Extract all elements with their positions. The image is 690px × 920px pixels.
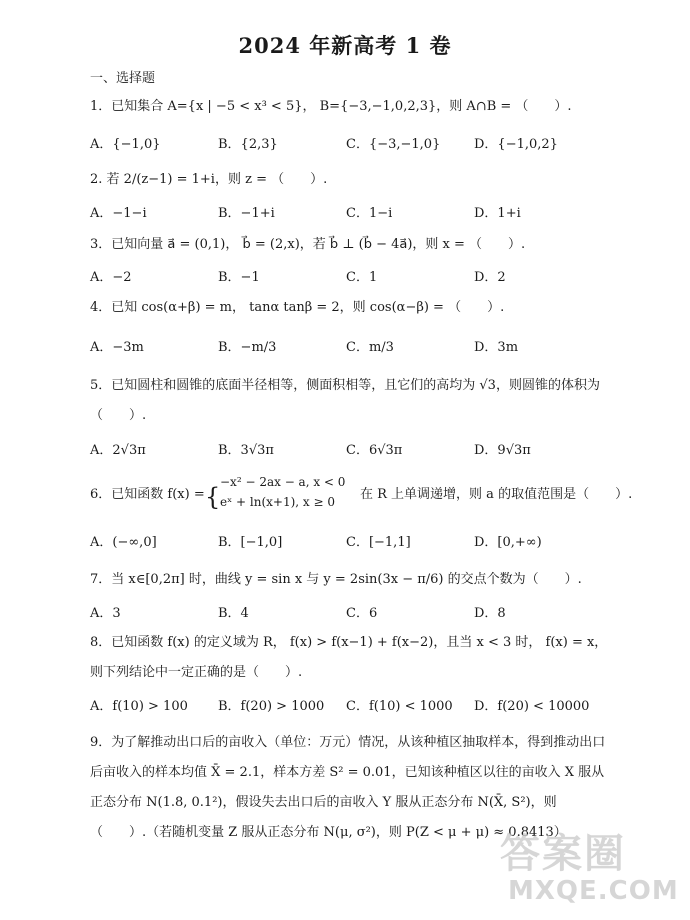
question-6-lead: 6．已知函数 f(x) = [90, 487, 205, 502]
q3-option-b: B．−1 [218, 270, 260, 285]
q1-option-c: C．{−3,−1,0} [346, 137, 441, 152]
q8-option-c: C．f(10) < 1000 [346, 699, 453, 714]
q7-option-c: C．6 [346, 606, 378, 621]
q2-option-c: C．1−i [346, 206, 393, 221]
q5-option-b: B．3√3π [218, 443, 274, 458]
section-heading: 一、选择题 [90, 71, 156, 86]
q2-option-d: D．1+i [474, 206, 521, 221]
q7-option-a: A．3 [90, 606, 121, 621]
q4-option-d: D．3m [474, 340, 519, 355]
question-9: 9．为了解推动出口后的亩收入（单位：万元）情况，从该种植区抽取样本，得到推动出口后亩收入的样本均值 X̄ = 2.1，样本方差 S² = 0.01，已知该种植区以往的亩收入 X 服从正态分布 N(1.8, 0.1²)，假设失去出口后的亩收入 Y 服从正态分布 N(X̄, S²)，则（ ）.（若随机变量 Z 服从正态分布 N(μ, σ²)，则 P(Z < μ + μ) ≈ 0.8413） [90, 735, 606, 840]
question-1: 1．已知集合 A={x | −5 < x³ < 5}， B={−3,−1,0,2,3}，则 A∩B = （ ）. [90, 99, 572, 114]
question-3: 3．已知向量 a⃗ = (0,1)， b⃗ = (2,x)，若 b⃗ ⊥ (b⃗ − 4a⃗)，则 x = （ ）. [90, 237, 526, 252]
q8-option-b: B．f(20) > 1000 [218, 699, 325, 714]
q1-option-d: D．{−1,0,2} [474, 137, 558, 152]
q6-option-a: A．(−∞,0] [90, 535, 157, 550]
q8-option-a: A．f(10) > 100 [90, 699, 188, 714]
q5-option-c: C．6√3π [346, 443, 403, 458]
q6-option-c: C．[−1,1] [346, 535, 411, 550]
question-2: 2. 若 2/(z−1) = 1+i，则 z = （ ）. [90, 172, 328, 187]
q6-option-b: B．[−1,0] [218, 535, 283, 550]
q3-option-d: D．2 [474, 270, 506, 285]
page-title: 2024 年新高考 1 卷 [238, 33, 452, 58]
piecewise-case-1: −x² − 2ax − a, x < 0 [220, 475, 346, 489]
site-watermark [500, 822, 679, 914]
q1-option-a: A．{−1,0} [90, 137, 161, 152]
q4-option-c: C．m/3 [346, 340, 394, 355]
q8-option-d: D．f(20) < 10000 [474, 699, 590, 714]
watermark-url: MXQE.COM [508, 876, 679, 906]
question-4: 4．已知 cos(α+β) = m， tanα tanβ = 2，则 cos(α−β) = （ ）. [90, 300, 505, 315]
q3-option-a: A．−2 [90, 270, 132, 285]
q2-option-a: A．−1−i [90, 206, 147, 221]
question-7: 7．当 x∈[0,2π] 时，曲线 y = sin x 与 y = 2sin(3x − π/6) 的交点个数为（ ）. [90, 572, 582, 587]
q1-option-b: B．{2,3} [218, 137, 278, 152]
q5-option-a: A．2√3π [90, 443, 146, 458]
q2-option-b: B．−1+i [218, 206, 275, 221]
piecewise-case-2: eˣ + ln(x+1), x ≥ 0 [220, 495, 335, 509]
question-8: 8．已知函数 f(x) 的定义域为 R， f(x) > f(x−1) + f(x−2)，且当 x < 3 时， f(x) = x，则下列结论中一定正确的是（ ）. [90, 635, 608, 680]
question-6-tail: 在 R 上单调递增，则 a 的取值范围是（ ）. [360, 487, 633, 502]
q7-option-d: D．8 [474, 606, 506, 621]
q4-option-a: A．−3m [90, 340, 144, 355]
q4-option-b: B．−m/3 [218, 340, 277, 355]
question-5: 5．已知圆柱和圆锥的底面半径相等，侧面积相等，且它们的高均为 √3，则圆锥的体积为（ ）. [90, 378, 600, 423]
q3-option-c: C．1 [346, 270, 378, 285]
q5-option-d: D．9√3π [474, 443, 531, 458]
piecewise-brace: { [205, 483, 221, 511]
watermark-logo: 答案圈 [500, 831, 626, 877]
q6-option-d: D．[0,+∞) [474, 535, 542, 550]
q7-option-b: B．4 [218, 606, 249, 621]
